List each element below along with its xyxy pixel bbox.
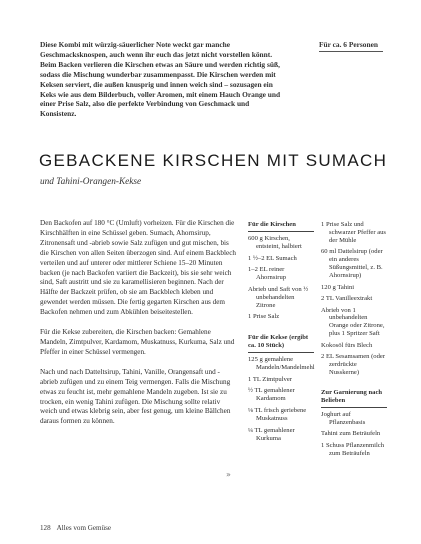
page-number: 128 [40,524,51,532]
garnish-rule [321,407,387,408]
ingredient-item: Abrieb und Saft von ½ unbehandelten Zitrone [248,285,309,309]
ingredients-column-right [321,221,387,461]
cherries-rule [248,231,314,232]
ingredient-item: 600 g Kirschen, entsteint, halbiert [248,234,302,250]
cookies-list [248,356,314,442]
garnish-list [321,411,387,458]
ingredient-item: 1 Prise Salz und schwarzer Pfeffer aus der Mühle [321,221,386,244]
ingredient-item: 1 Schuss Pflanzenmilch zum Beträufeln [321,441,384,457]
cookies-rule [248,352,314,353]
ingredient-item: Joghurt auf Pflanzenbasis [321,410,366,426]
ingredient-item: 60 ml Dattelsirup (oder ein anderes Süßungsmittel, z. B. Ahornsirup) [321,248,383,280]
ingredient-item: Kokosöl fürs Blech [321,341,373,349]
ingredient-item: 125 g gemahlene Mandeln/Mandelmehl [248,356,315,371]
cherries-heading: Für die Kirschen [248,221,296,228]
ingredients-column-left [248,221,314,446]
method-paragraph-3: Nach und nach Datteltsirup, Tahini, Vanille, Orangensaft und -abrieb zufügen und zu einem Teig vermengen. Falls die Mischung etwas zu feucht ist, mehr gemahlene Mandeln zugeben. Ist sie zu trocken, ein wenig Tahini zufügen. Die Mischung sollte relativ weich und etwas klebrig sein, aber fest genug, um kleine Bällchen daraus formen zu können. [40,367,231,426]
recipe-title: GEBACKENE KIRSCHEN MIT SUMACH [39,151,388,170]
garnish-heading: Zur Garnierung nach Belieben [321,388,383,404]
page-footer [40,524,111,532]
ingredient-item: 1 TL Zimtpulver [248,375,292,383]
ingredient-item: 120 g Tahini [321,283,355,291]
recipe-subtitle: und Tahini-Orangen-Kekse [40,177,142,187]
cookies-heading: Für die Kekse (ergibt ca. 10 Stück) [248,334,309,350]
ingredient-item: 2 EL Sesamsamen (oder zerdrückte Nusskerne) [321,353,386,377]
ingredient-item: ½ TL gemahlener Kardamom [248,387,295,403]
chapter-name: Alles vom Gemüse [56,524,112,532]
ingredient-item: 1 Prise Salz [248,313,280,321]
intro-text: Diese Kombi mit würzig-säuerlicher Note weckt gar manche Geschmacksknospen, auch wenn ihr euch das jetzt nicht vorstellen könnt. Beim Backen verlieren die Kirschen etwas an Säure und werden richtig süß, sodass die Mischung wunderbar zusammenpasst. Die Kirschen werden mit Keksen serviert, die außen knusprig und innen weich sind – sozusagen ein Keks wie aus dem Bilderbuch, voller Aromen, mit einem Hauch Orange und einer Prise Salz, also die perfekte Verbindung von Geschmack und Konsistenz. [40,40,281,119]
cherries-list [248,235,314,321]
ingredient-item: Abrieb von 1 unbehandelten Orange oder Zitrone, plus 1 Spritzer Saft [321,306,385,338]
ingredient-item: 1 ½–2 EL Sumach [248,254,297,262]
method-text [40,219,236,437]
servings: Für ca. 6 Personen [319,40,378,49]
cookies-list-continued [321,221,387,377]
ingredient-item: 2 TL Vanilleextrakt [321,295,373,303]
method-paragraph-2: Für die Kekse zubereiten, die Kirschen backen: Gemahlene Mandeln, Zimtpulver, Kardamom, Muskatnuss, Kurkuma, Salz und Pfeffer in einer Schüssel vermengen. [40,328,235,356]
ingredient-item: 1–2 EL reiner Ahornsirup [248,266,287,282]
ingredient-item: Tahini zum Beträufeln [321,430,381,438]
continue-chevron-icon: » [226,470,231,479]
method-paragraph-1: Den Backofen auf 180 °C (Umluft) vorheizen. Für die Kirschen die Kirschhälften in eine Schüssel geben. Sumach, Ahornsirup, Zitronensaft und -abrieb sowie Salz zufügen und gut mischen, bis die Kirschen von allen Seiten überzogen sind. Auf einem Backblech verteilen und auf unterer oder mittlerer Schiene 15–20 Minuten backen (je nach Backofen variiert die Backzeit), bis sie sehr weich sind, Saft austritt und sie zu karamellisieren beginnen. Nach der Hälfte der Backzeit prüfen, ob sie am Backblech kleben und gewendet werden müssen. Die fertig gegarten Kirschen aus dem Backofen nehmen und zum Abkühlen beiseitestellen. [40,219,236,317]
servings-rule [319,51,383,52]
ingredient-item: ¼ TL gemahlener Kurkuma [248,426,295,442]
ingredient-item: ⅛ TL frisch geriebene Muskatnuss [248,406,307,422]
